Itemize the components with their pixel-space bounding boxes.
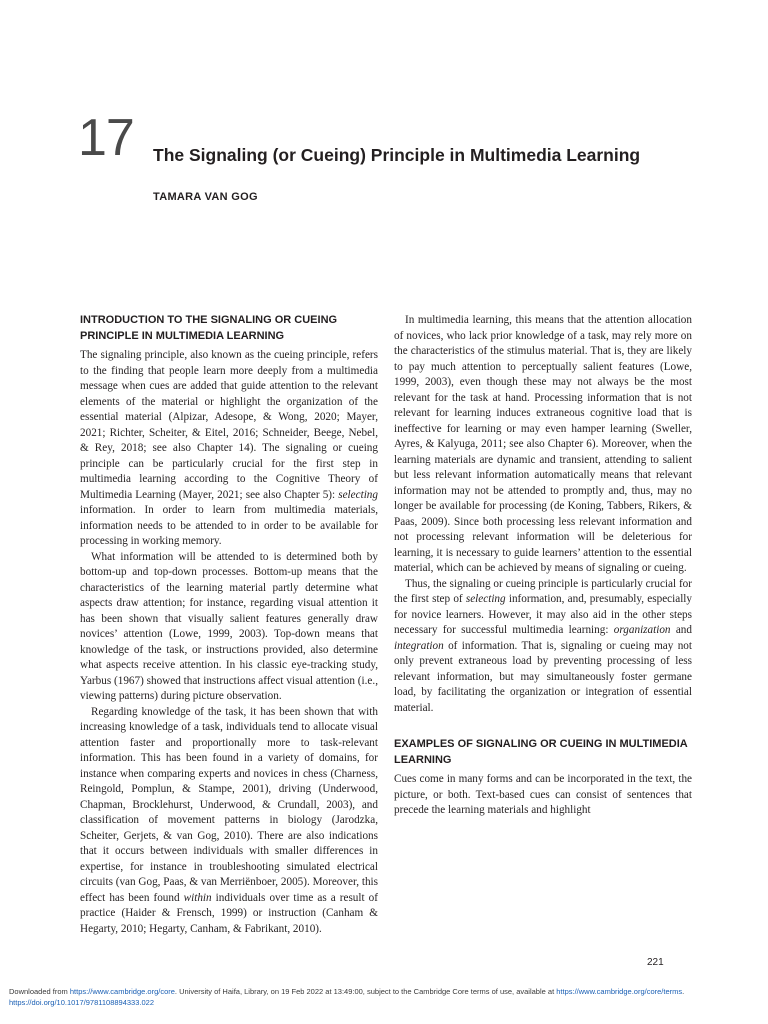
intro-paragraph-2: What information will be attended to is determined both by bottom-up and top-down processes. Bottom-up means that the characteristics of the learning material partly determine what aspects draw attention; for instance, regarding visual attention it has been shown that visually salient features generally draw novices’ attention (Lowe, 1999, 2003). Top-down means that knowledge of the task, or instructions provided, also determine what aspects receive attention. In his classic eye-tracking study, Yarbus (1967) showed that instructions affect visual attention (i.e., viewing patterns) during picture observation. xyxy=(80,550,378,702)
doi-link[interactable]: https://doi.org/10.1017/9781108894333.022 xyxy=(9,998,154,1007)
chapter-title: The Signaling (or Cueing) Principle in Multimedia Learning xyxy=(153,145,641,165)
examples-paragraph-1: Cues come in many forms and can be incorporated in the text, the picture, or both. Text-based cues can consist of sentences that precede the learning materials and highlight xyxy=(394,773,692,816)
intro-heading: INTRODUCTION TO THE SIGNALING OR CUEING PRINCIPLE IN MULTIMEDIA LEARNING xyxy=(80,314,338,342)
page-number: 221 xyxy=(647,957,664,968)
intro-paragraph-5: Thus, the signaling or cueing principle is particularly crucial for the first step of selecting information, and, presumably, especially for novice learners. However, it may also aid in the other steps necessary for successful multimedia learning: organization and integration of information. That is, signaling or cueing may not only prevent extraneous load by preventing processing of less relevant information, but may simultaneously foster germane load, by facilitating the organization or integration of essential material. xyxy=(394,577,693,714)
cambridge-core-link[interactable]: https://www.cambridge.org/core xyxy=(69,987,175,996)
intro-paragraph-4: In multimedia learning, this means that the attention allocation of novices, who lack prior knowledge of a task, may rely more on the characteristics of the stimulus material. That is, they are likely to pay much attention to perceptually salient features (Lowe, 1999, 2003), even though these may not always be the most relevant for the task at hand. Processing information that is not relevant for learning induces extraneous cognitive load that is ineffective for learning or may even hamper learning (Sweller, Ayres, & Kalyuga, 2011; see also Chapter 6). Moreover, when the learning materials are dynamic and transient, attending to salient but less relevant information automatically means that relevant information may not be attended to promptly and, thus, may no longer be available for processing (de Koning, Tabbers, Rikers, & Paas, 2009). Since both processing less relevant information and not processing relevant information will be deleterious for learning, it is necessary to guide learners’ attention to the essential material, which can be achieved by means of signaling or cueing. xyxy=(394,314,692,574)
left-column xyxy=(80,313,378,937)
intro-paragraph-1: The signaling principle, also known as the cueing principle, refers to the finding that people learn more deeply from a multimedia message when cues are added that guide attention to the relevant elements of the material or highlight the organization of the essential material (Alpizar, Adesope, & Wong, 2020; Mayer, 2021; Richter, Scheiter, & Eitel, 2016; Schneider, Beege, Nebel, & Rey, 2018; see also Chapter 14). The signaling or cueing principle can be particularly crucial for the first step in multimedia learning according to the Cognitive Theory of Multimedia Learning (Mayer, 2021; see also Chapter 5): selecting information. In order to learn from multimedia materials, information needs to be attended to in order to be available for processing in working memory. xyxy=(80,349,378,547)
right-column xyxy=(394,313,692,819)
chapter-author: TAMARA VAN GOG xyxy=(153,191,258,203)
download-footer: Downloaded from https://www.cambridge.org/core. University of Haifa, Library, on 19 Feb 2022 at 13:49:00, subject to the Cambridge Core terms of use, available at https://www.cambridge.org/core/terms. https://doi.org/10.1017/9781108894333.022 xyxy=(9,987,685,1007)
examples-heading: EXAMPLES OF SIGNALING OR CUEING IN MULTIMEDIA LEARNING xyxy=(394,738,688,766)
chapter-number: 17 xyxy=(78,109,134,167)
cambridge-terms-link[interactable]: https://www.cambridge.org/core/terms xyxy=(556,987,683,996)
intro-paragraph-3: Regarding knowledge of the task, it has been shown that with increasing knowledge of a task, individuals tend to allocate visual attention faster and proportionally more to task-relevant information. This has been found in a variety of domains, for instance when comparing experts and novices in chess (Charness, Reingold, Pomplun, & Stampe, 2001), driving (Underwood, Chapman, Brocklehurst, Underwood, & Crundall, 2003), and classification of movement patterns in biology (Jarodzka, Scheiter, Gerjets, & van Gog, 2010). There are also indications that it occurs between individuals with smaller differences in expertise, for instance in troubleshooting simulated electrical circuits (van Gog, Paas, & van Merriënboer, 2005). Moreover, this effect has been found within individuals over time as a result of practice (Haider & Frensch, 1999) or instruction (Canham & Hegarty, 2010; Hegarty, Canham, & Fabrikant, 2010). xyxy=(80,705,378,935)
